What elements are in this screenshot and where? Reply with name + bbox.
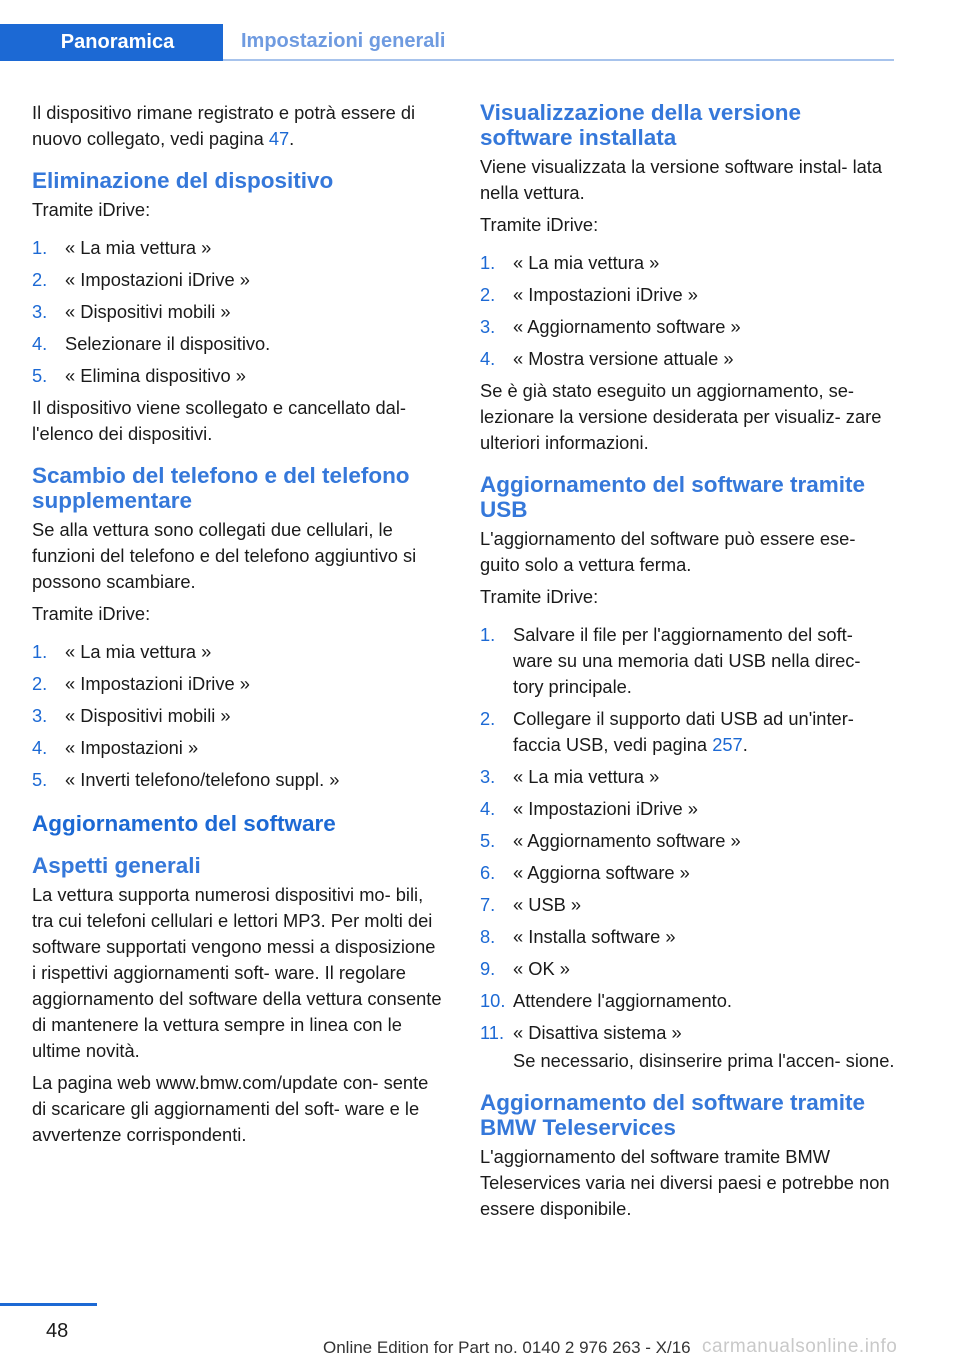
- swap-lead: Tramite iDrive:: [32, 603, 151, 624]
- list-item: 7. « USB »: [480, 894, 582, 915]
- version-lead: Tramite iDrive:: [480, 214, 599, 235]
- subsection-title: Impostazioni generali: [241, 29, 446, 52]
- page-number: 48: [46, 1320, 69, 1342]
- list-item: 4. « Mostra versione attuale »: [480, 348, 734, 369]
- list-item: 4. Selezionare il dispositivo.: [32, 333, 271, 354]
- general-body-2: La pagina web www.bmw.com/update con- sente di scaricare gli aggiornamenti del soft- ware e le avvertenze corrispondenti.: [32, 1072, 429, 1145]
- list-item: 8. « Installa software »: [480, 926, 676, 947]
- version-heading: Visualizzazione della versione software installata: [480, 100, 801, 150]
- list-item: 3. « Aggiornamento software »: [480, 316, 741, 337]
- list-item: 9. « OK »: [480, 958, 570, 979]
- page-link[interactable]: 257: [712, 734, 743, 755]
- left-column: [32, 100, 442, 1154]
- list-item: 5. « Aggiornamento software »: [480, 830, 741, 851]
- list-item: 10. Attendere l'aggiornamento.: [480, 990, 732, 1011]
- list-item: 2. « Impostazioni iDrive »: [480, 284, 698, 305]
- general-heading: Aspetti generali: [32, 853, 201, 878]
- intro-paragraph: Il dispositivo rimane registrato e potrà essere di nuovo collegato, vedi pagina 47.: [32, 102, 416, 149]
- usb-lead: Tramite iDrive:: [480, 586, 599, 607]
- list-item: 4. « Impostazioni »: [32, 737, 199, 758]
- version-steps: [480, 250, 895, 372]
- list-item: 4. « Impostazioni iDrive »: [480, 798, 698, 819]
- swap-heading: Scambio del telefono e del telefono supplementare: [32, 463, 410, 513]
- list-item: 3. « Dispositivi mobili »: [32, 705, 231, 726]
- right-column: [480, 100, 895, 1228]
- usb-body: L'aggiornamento del software può essere ese- guito solo a vettura ferma.: [480, 528, 856, 575]
- list-item: 3. « Dispositivi mobili »: [32, 301, 231, 322]
- list-item: 11. « Disattiva sistema »: [480, 1022, 682, 1043]
- usb-steps: [480, 622, 895, 1046]
- list-item: 5. « Inverti telefono/telefono suppl. »: [32, 769, 340, 790]
- version-after: Se è già stato eseguito un aggiornamento, se- lezionare la versione desiderata per visualiz- zare ulteriori informazioni.: [480, 380, 882, 453]
- list-item: 1. Salvare il file per l'aggiornamento del soft- ware su una memoria dati USB nella direc- tory principale.: [480, 624, 861, 697]
- delete-heading: Eliminazione del dispositivo: [32, 168, 334, 193]
- swap-steps: [32, 639, 442, 793]
- list-item: 6. « Aggiorna software »: [480, 862, 690, 883]
- teleservices-heading: Aggiornamento del software tramite BMW Teleservices: [480, 1090, 866, 1140]
- usb-note: Se necessario, disinserire prima l'accen- sione.: [513, 1050, 895, 1071]
- list-item: 1. « La mia vettura »: [32, 237, 212, 258]
- version-body: Viene visualizzata la versione software instal- lata nella vettura.: [480, 156, 883, 203]
- list-item: 5. « Elimina dispositivo »: [32, 365, 246, 386]
- page-link[interactable]: 47: [268, 128, 290, 149]
- teleservices-body: L'aggiornamento del software tramite BMW Teleservices varia nei diversi paesi e potrebbe non essere disponibile.: [480, 1146, 890, 1219]
- general-body-1: La vettura supporta numerosi dispositivi mo- bili, tra cui telefoni cellulari e lettori MP3. Per molti dei software supportati vengono messi a disposizione i rispettivi aggiornamenti soft- ware. Il regolare aggiornamento del software della vettura consente di mantenere la vettura sempre in linea con le ultime novità.: [32, 884, 442, 1061]
- delete-steps: [32, 235, 442, 389]
- list-item: 2. Collegare il supporto dati USB ad un'inter- faccia USB, vedi pagina 257.: [480, 708, 854, 755]
- usb-heading: Aggiornamento del software tramite USB: [480, 472, 866, 522]
- list-item: 1. « La mia vettura »: [32, 641, 212, 662]
- list-item: 3. « La mia vettura »: [480, 766, 660, 787]
- edition-text: Online Edition for Part no. 0140 2 976 263 - X/16: [323, 1338, 691, 1357]
- delete-lead: Tramite iDrive:: [32, 199, 151, 220]
- list-item: 1. « La mia vettura »: [480, 252, 660, 273]
- watermark: carmanualsonline.info: [702, 1336, 898, 1357]
- header-divider: [223, 59, 894, 61]
- update-title: Aggiornamento del software: [32, 811, 336, 836]
- list-item: 2. « Impostazioni iDrive »: [32, 269, 250, 290]
- swap-body: Se alla vettura sono collegati due cellulari, le funzioni del telefono e del telefono aggiuntivo si possono scambiare.: [32, 519, 417, 592]
- list-item: 2. « Impostazioni iDrive »: [32, 673, 250, 694]
- page-header: [0, 24, 894, 61]
- delete-after: Il dispositivo viene scollegato e cancellato dal- l'elenco dei dispositivi.: [32, 397, 406, 444]
- footer-rule: [0, 1303, 97, 1306]
- section-tab: Panoramica: [0, 24, 223, 61]
